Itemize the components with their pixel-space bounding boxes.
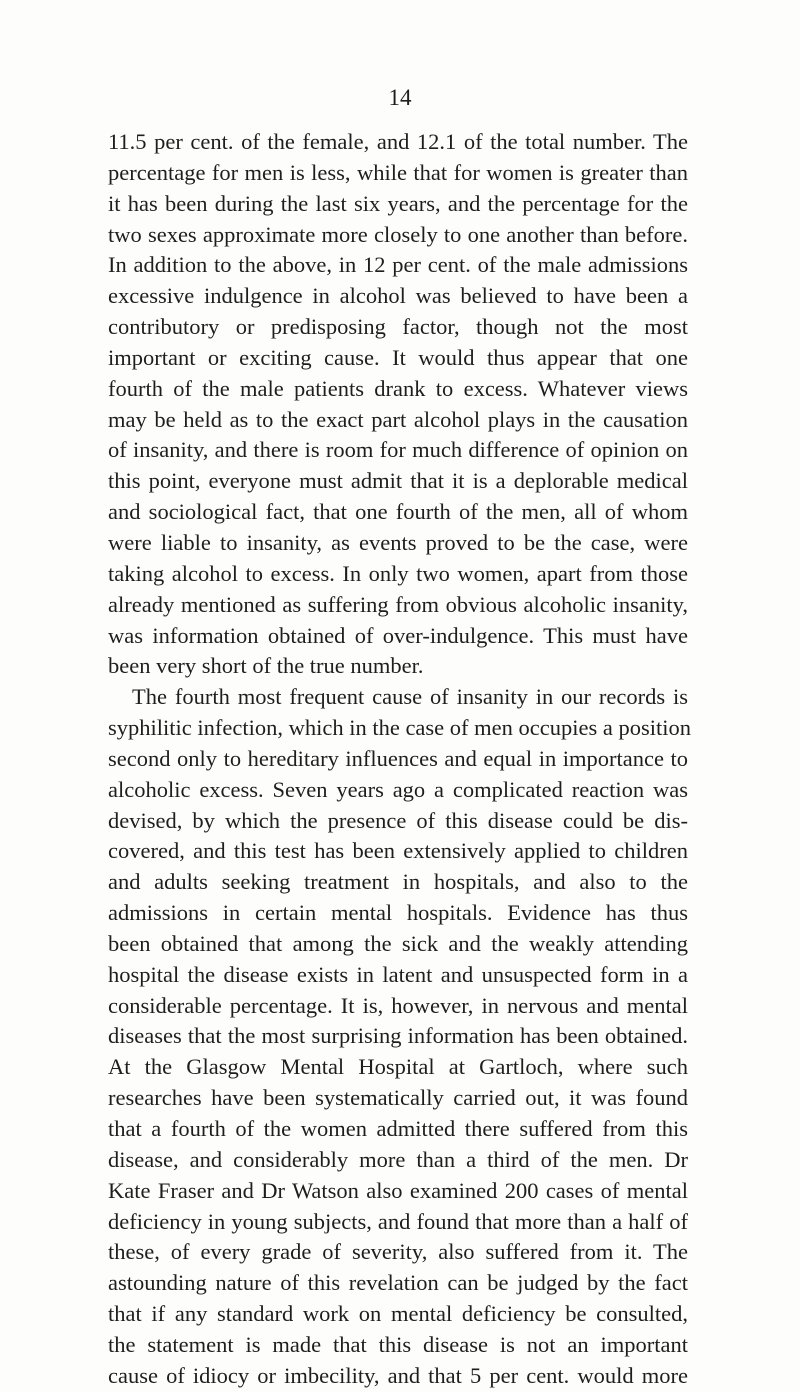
text-line: In addition to the above, in 12 per cent. of the male admissions bbox=[108, 252, 688, 278]
text-line: admissions in certain mental hospitals. Evidence has thus bbox=[108, 900, 688, 926]
text-line: percentage for men is less, while that for women is greater than bbox=[108, 159, 688, 185]
text-line: may be held as to the exact part alcohol plays in the causation bbox=[108, 406, 688, 432]
text-line: it has been during the last six years, and the percentage for the bbox=[108, 190, 688, 216]
text-line: and sociological fact, that one fourth of the men, all of whom bbox=[108, 499, 688, 525]
text-line: covered, and this test has been extensively applied to children bbox=[108, 838, 688, 864]
text-line: taking alcohol to excess. In only two women, apart from those bbox=[108, 560, 688, 586]
text-line: been very short of the true number. bbox=[108, 653, 424, 679]
text-line: researches have been systematically carried out, it was found bbox=[108, 1085, 688, 1111]
text-line: deficiency in young subjects, and found that more than a half of bbox=[108, 1208, 688, 1234]
text-line: excessive indulgence in alcohol was believed to have been a bbox=[108, 283, 688, 309]
text-line: and adults seeking treatment in hospitals, and also to the bbox=[108, 869, 688, 895]
text-line: Kate Fraser and Dr Watson also examined 200 cases of mental bbox=[108, 1177, 688, 1203]
text-line: The fourth most frequent cause of insanity in our records is bbox=[132, 684, 688, 710]
text-line: the statement is made that this disease is not an important bbox=[108, 1331, 688, 1357]
text-line: two sexes approximate more closely to one another than before. bbox=[108, 221, 688, 247]
text-line: disease, and considerably more than a third of the men. Dr bbox=[108, 1146, 688, 1172]
text-line: important or exciting cause. It would thus appear that one bbox=[108, 344, 688, 370]
text-line: that a fourth of the women admitted there suffered from this bbox=[108, 1116, 688, 1141]
text-line: contributory or predisposing factor, though not the most bbox=[108, 314, 688, 340]
text-line: cause of idiocy or imbecility, and that 5 per cent. would more bbox=[108, 1362, 688, 1388]
text-line: fourth of the male patients drank to excess. Whatever views bbox=[108, 375, 688, 401]
text-line: were liable to insanity, as events proved to be the case, were bbox=[108, 529, 688, 555]
text-line: was information obtained of over-indulgence. This must have bbox=[108, 622, 688, 648]
text-line: second only to hereditary influences and equal in importance to bbox=[108, 745, 688, 771]
text-line: these, of every grade of severity, also suffered from it. The bbox=[108, 1239, 688, 1265]
text-line: of insanity, and there is room for much difference of opinion on bbox=[108, 437, 688, 463]
text-line: syphilitic infection, which in the case of men occupies a position bbox=[108, 715, 691, 741]
text-line: that if any standard work on mental deficiency be consulted, bbox=[108, 1301, 688, 1327]
text-line: devised, by which the presence of this disease could be dis- bbox=[108, 807, 688, 833]
text-line: this point, everyone must admit that it is a deplorable medical bbox=[108, 468, 688, 494]
text-line: been obtained that among the sick and the weakly attending bbox=[108, 930, 688, 956]
text-line: already mentioned as suffering from obvious alcoholic insanity, bbox=[108, 591, 688, 617]
text-line: At the Glasgow Mental Hospital at Gartloch, where such bbox=[108, 1054, 688, 1080]
body-text bbox=[108, 127, 691, 1392]
text-line: considerable percentage. It is, however, in nervous and mental bbox=[108, 992, 688, 1018]
text-line: 11.5 per cent. of the female, and 12.1 of the total number. The bbox=[108, 129, 688, 154]
text-line: diseases that the most surprising information has been obtained. bbox=[108, 1023, 688, 1049]
text-line: hospital the disease exists in latent and unsuspected form in a bbox=[108, 961, 688, 987]
page-number: 14 bbox=[388, 85, 412, 110]
text-line: astounding nature of this revelation can be judged by the fact bbox=[108, 1270, 688, 1296]
text-line: alcoholic excess. Seven years ago a complicated reaction was bbox=[108, 776, 688, 802]
